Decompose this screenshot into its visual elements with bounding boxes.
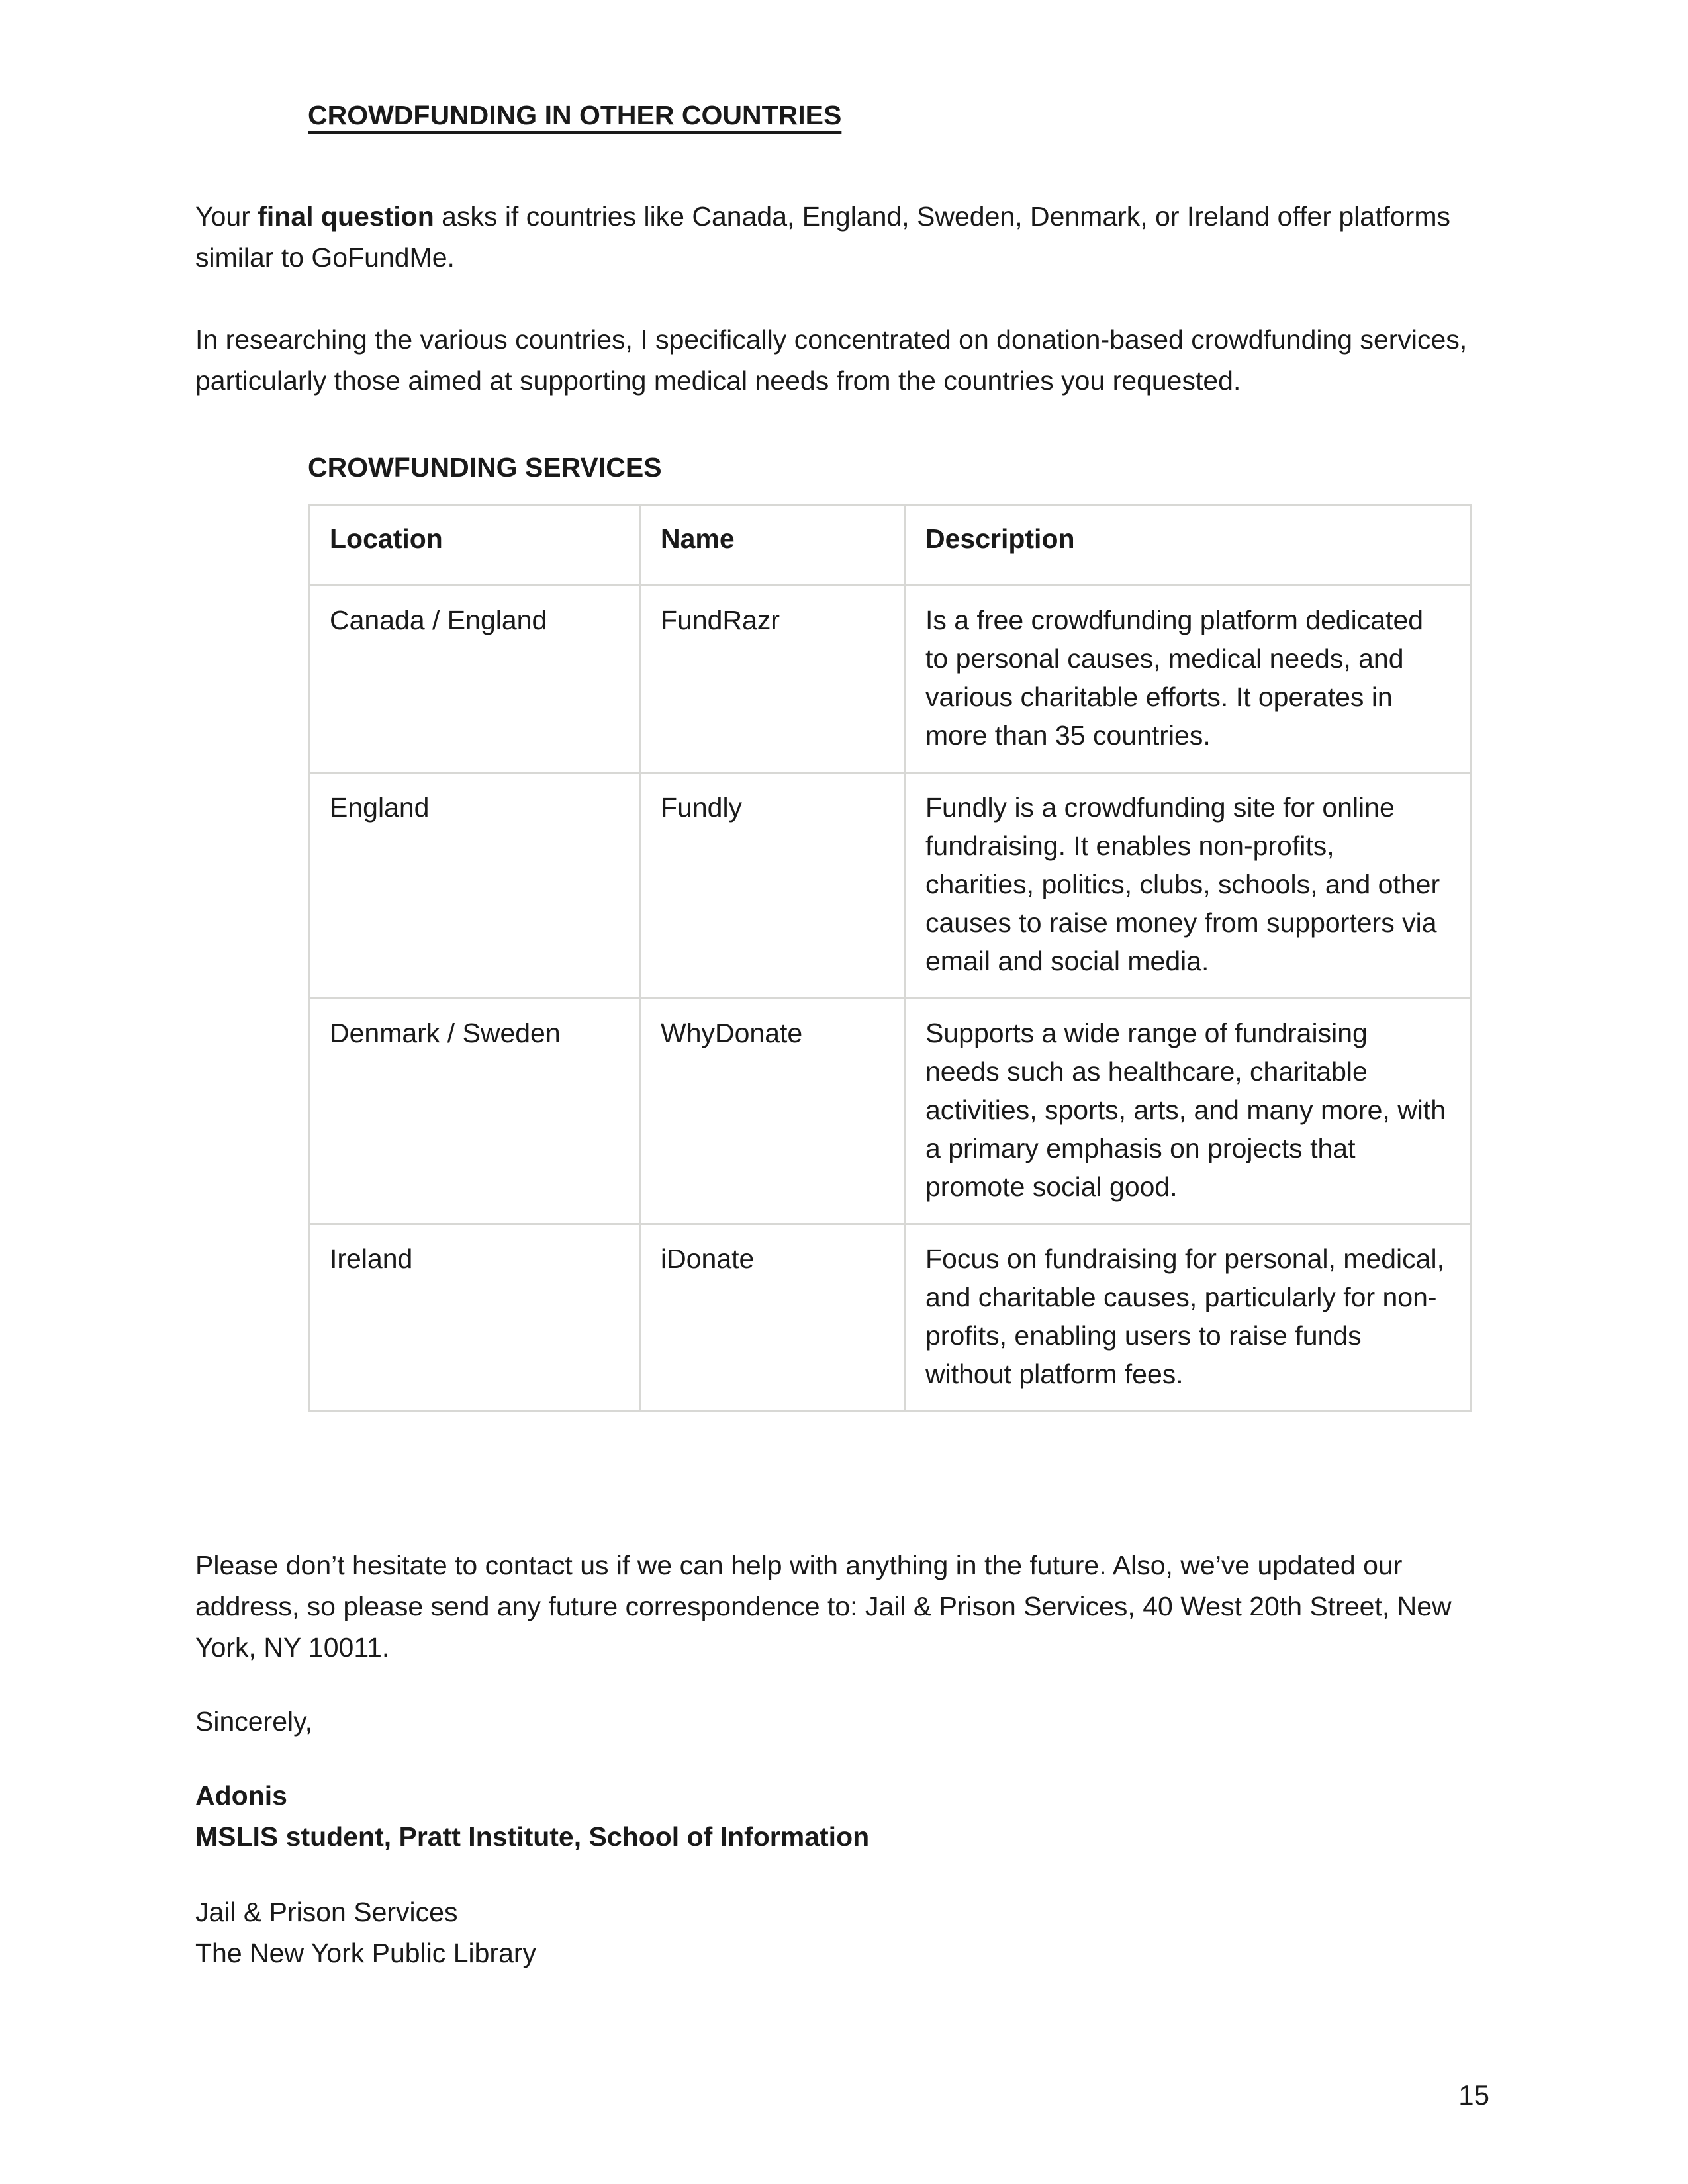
organization-parent: The New York Public Library xyxy=(195,1938,537,1968)
crowdfunding-services-table xyxy=(308,504,1472,1412)
table-section-heading: CROWFUNDING SERVICES xyxy=(308,452,662,482)
table-row xyxy=(309,1224,1471,1412)
intro-paragraph-2: In researching the various countries, I specifically concentrated on donation-based crowdfunding services, particularly those aimed at supporting medical needs from the countries you requested. xyxy=(195,324,1468,396)
column-header-location: Location xyxy=(309,506,640,586)
cell-name: iDonate xyxy=(640,1224,905,1412)
cell-name: Fundly xyxy=(640,773,905,999)
intro-paragraph-1-bold-phrase: final question xyxy=(258,201,434,232)
cell-location: England xyxy=(309,773,640,999)
column-header-name: Name xyxy=(640,506,905,586)
page-title: CROWDFUNDING IN OTHER COUNTRIES xyxy=(308,100,842,130)
column-header-description: Description xyxy=(905,506,1471,586)
signature-block xyxy=(195,1775,1493,1857)
organization-block xyxy=(195,1891,1493,1974)
cell-description: Supports a wide range of fundraising needs such as healthcare, charitable activities, sports, arts, and many more, with a primary emphasis on projects that promote social good. xyxy=(905,999,1471,1224)
cell-description: Is a free crowdfunding platform dedicated to personal causes, medical needs, and various charitable efforts. It operates in more than 35 countries. xyxy=(905,586,1471,773)
cell-description: Focus on fundraising for personal, medical, and charitable causes, particularly for non-profits, enabling users to raise funds without platform fees. xyxy=(905,1224,1471,1412)
closing-paragraph: Please don’t hesitate to contact us if we can help with anything in the future. Also, we’ve updated our address, so please send any future correspondence to: Jail & Prison Services, 40 West 20th Street, New York, NY 10011. xyxy=(195,1550,1452,1662)
signature-name: Adonis xyxy=(195,1780,287,1811)
table-row xyxy=(309,999,1471,1224)
intro-paragraph-1-start: Your xyxy=(195,201,258,232)
page-content xyxy=(0,98,1688,1974)
intro-paragraph-1-end: asks if countries like Canada, England, Sweden, Denmark, or Ireland offer platforms similar to GoFundMe. xyxy=(195,201,1450,273)
cell-location: Canada / England xyxy=(309,586,640,773)
organization-name: Jail & Prison Services xyxy=(195,1897,458,1927)
cell-location: Denmark / Sweden xyxy=(309,999,640,1224)
cell-name: WhyDonate xyxy=(640,999,905,1224)
cell-name: FundRazr xyxy=(640,586,905,773)
table-header-row xyxy=(309,506,1471,586)
table-row xyxy=(309,773,1471,999)
cell-location: Ireland xyxy=(309,1224,640,1412)
signature-title: MSLIS student, Pratt Institute, School of Information xyxy=(195,1821,870,1852)
sincerely-line: Sincerely, xyxy=(195,1706,312,1737)
intro-paragraph-1 xyxy=(195,196,1493,278)
cell-description: Fundly is a crowdfunding site for online fundraising. It enables non-profits, charities, politics, clubs, schools, and other causes to raise money from supporters via email and social media. xyxy=(905,773,1471,999)
table-row xyxy=(309,586,1471,773)
page-number: 15 xyxy=(1458,2079,1489,2111)
